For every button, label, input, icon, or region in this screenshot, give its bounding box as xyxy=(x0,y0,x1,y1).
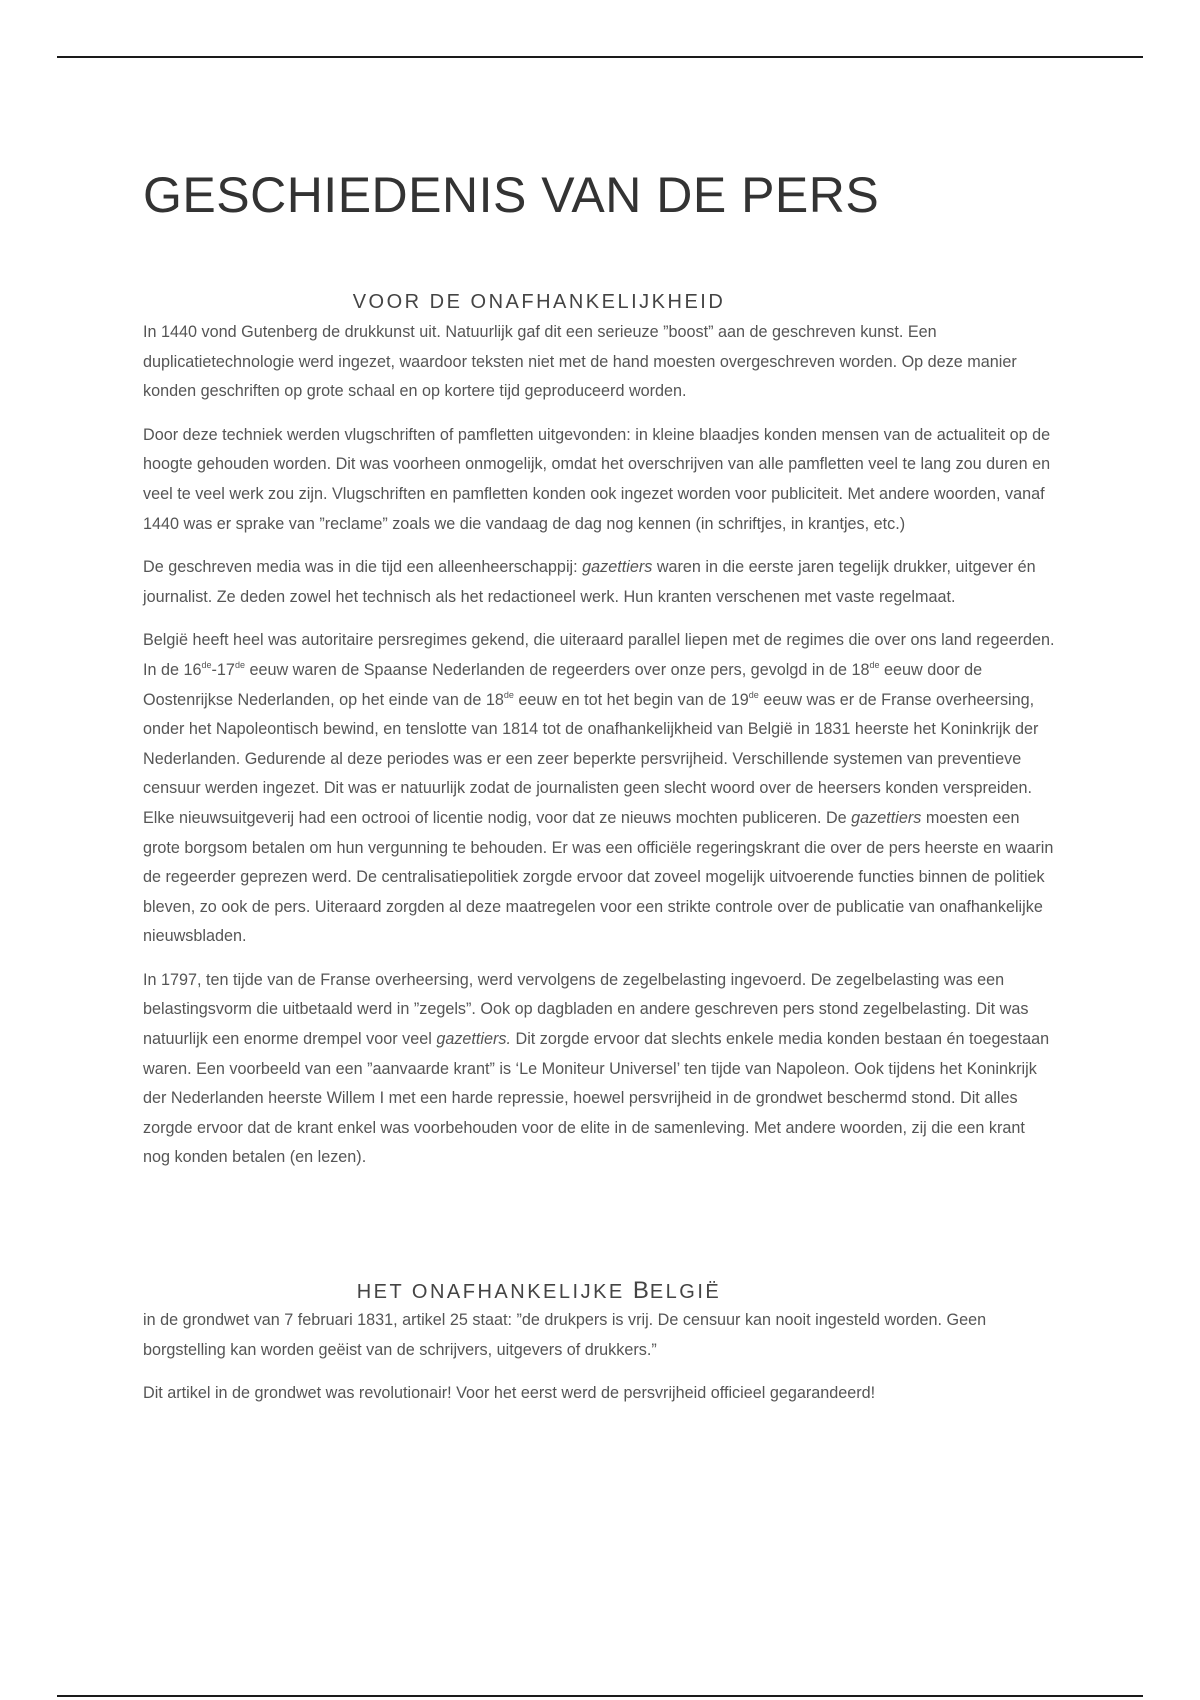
paragraph-gutenberg: In 1440 vond Gutenberg de drukkunst uit. Natuurlijk gaf dit een serieuze ”boost” aan de geschreven kunst. Een duplicatietechnologie werd ingezet, waardoor teksten niet met de hand moesten overgeschreven worden. Op deze manier konden geschriften op grote schaal en op kortere tijd geproduceerd worden. xyxy=(143,323,1017,401)
top-rule xyxy=(57,56,1143,58)
paragraph-zegelbelasting: In 1797, ten tijde van de Franse overheersing, werd vervolgens de zegelbelasting ingevoerd. De zegelbelasting was een belastingsvorm die uitbetaald werd in ”zegels”. Ook op dagbladen en andere geschreven pers stond zegelbelasting. Dit was natuurlijk een enorme drempel voor veel gazettiers. Dit zorgde ervoor dat slechts enkele media konden bestaan én toegestaan waren. Een voorbeeld van een ”aanvaarde krant” is ‘Le Moniteur Universel’ ten tijde van Napoleon. Ook tijdens het Koninkrijk der Nederlanden heerste Willem I met een harde repressie, hoewel persvrijheid in de grondwet beschermd stond. Dit alles zorgde ervoor dat de krant enkel was voorbehouden voor de elite in de samenleving. Met andere woorden, zij die een krant nog konden betalen (en lezen). xyxy=(143,970,1050,1167)
paragraph-persregimes: België heeft heel was autoritaire persregimes gekend, die uiteraard parallel liepen met de regimes die over ons land regeerden. In de 16de-17de eeuw waren de Spaanse Nederlanden de regeerders over onze pers, gevolgd in de 18de eeuw door de Oostenrijkse Nederlanden, op het einde van de 18de eeuw en tot het begin van de 19de eeuw was er de Franse overheersing, onder het Napoleontisch bewind, en tenslotte van 1814 tot de onafhankelijkheid van België in 1831 heerste het Koninkrijk der Nederlanden. Gedurende al deze periodes was er een zeer beperkte persvrijheid. Verschillende systemen van preventieve censuur werden ingezet. Dit was er natuurlijk zodat de journalisten geen slecht woord over de heersers konden verspreiden. Elke nieuwsuitgeverij had een octrooi of licentie nodig, voor dat ze nieuws mochten publiceren. De gazettiers moesten een grote borgsom betalen om hun vergunning te behouden. Er was een officiële regeringskrant die over de pers heerste en waarin de regeerder geprezen werd. De centralisatiepolitiek zorgde ervoor dat zoveel mogelijk uitvoerende functies binnen de politiek bleven, zo ook de pers. Uiteraard zorgden al deze maatregelen voor een strikte controle over de publicatie van onafhankelijke nieuwsbladen. xyxy=(143,631,1055,946)
paragraph-gazettiers: De geschreven media was in die tijd een alleenheerschappij: gazettiers waren in die eerste jaren tegelijk drukker, uitgever én journalist. Ze deden zowel het technisch als het redactioneel werk. Hun kranten verschenen met vaste regelmaat. xyxy=(143,558,1036,606)
page-title: GESCHIEDENIS VAN DE PERS xyxy=(143,167,880,223)
paragraph-grondwet: in de grondwet van 7 februari 1831, artikel 25 staat: ”de drukpers is vrij. De censuur kan nooit ingesteld worden. Geen borgstelling kan worden geëist van de schrijvers, uitgevers of drukkers.” xyxy=(143,1311,987,1359)
paragraph-vlugschriften: Door deze techniek werden vlugschriften of pamfletten uitgevonden: in kleine blaadjes konden mensen van de actualiteit op de hoogte gehouden worden. Dit was voorheen onmogelijk, omdat het overschrijven van alle pamfletten veel te lang zou duren en veel te veel werk zou zijn. Vlugschriften en pamfletten konden ook ingezet worden voor publiciteit. Met andere woorden, vanaf 1440 was er sprake van ”reclame” zoals we die vandaag de dag nog kennen (in schriftjes, in krantjes, etc.) xyxy=(143,425,1051,533)
section-heading-voor-onafhankelijkheid: VOOR DE ONAFHANKELIJKHEID xyxy=(352,291,726,313)
section-heading-onafhankelijke-belgie: HET ONAFHANKELIJKE BELGIË xyxy=(356,1277,722,1305)
document-body xyxy=(143,160,1055,1423)
bottom-rule xyxy=(57,1695,1143,1697)
paragraph-revolutionair: Dit artikel in de grondwet was revolutionair! Voor het eerst werd de persvrijheid officieel gegarandeerd! xyxy=(143,1384,876,1403)
